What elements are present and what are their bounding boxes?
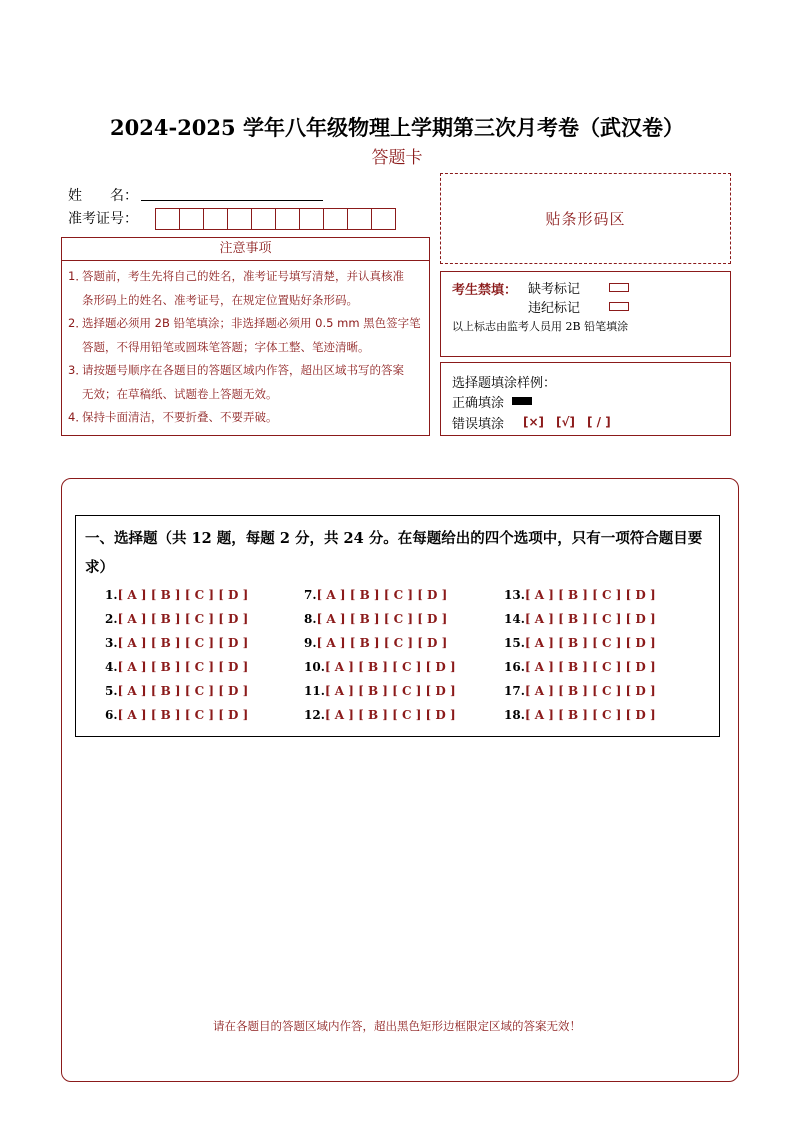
choice-question-row[interactable] [105, 708, 248, 722]
answer-options[interactable]: [ A ] [ B ] [ C ] [ D ] [316, 636, 448, 650]
answer-options[interactable]: [ A ] [ B ] [ C ] [ D ] [524, 612, 656, 626]
fill-example-label: 选择题填涂样例： [452, 376, 557, 391]
choice-question-row[interactable] [504, 588, 656, 602]
choice-question-row[interactable] [504, 636, 656, 650]
question-number: 15. [504, 636, 525, 650]
name-field[interactable] [141, 200, 323, 201]
fill-example-box [440, 362, 731, 436]
correct-fill-label: 正确填涂 [452, 396, 505, 411]
id-number-boxes[interactable] [155, 208, 395, 230]
choice-question-row[interactable] [504, 708, 656, 722]
choice-question-row[interactable] [304, 660, 456, 674]
barcode-label: 贴条形码区 [545, 210, 626, 228]
answer-options[interactable]: [ A ] [ B ] [ C ] [ D ] [117, 660, 249, 674]
id-digit-box[interactable] [251, 208, 276, 230]
id-digit-box[interactable] [371, 208, 396, 230]
answer-options[interactable]: [ A ] [ B ] [ C ] [ D ] [524, 708, 656, 722]
choice-question-row[interactable] [504, 684, 656, 698]
choice-question-row[interactable] [304, 612, 447, 626]
question-number: 10. [304, 660, 325, 674]
id-digit-box[interactable] [347, 208, 372, 230]
question-number: 13. [504, 588, 525, 602]
notice-item: 3．请按题号顺序在各题目的答题区域内作答，超出区域书写的答案 无效；在草稿纸、试题卷上答题无效。 [68, 363, 404, 401]
question-number: 14. [504, 612, 525, 626]
question-number: 12. [304, 708, 325, 722]
notice-heading: 注意事项 [61, 237, 430, 261]
question-number: 18. [504, 708, 525, 722]
id-digit-box[interactable] [179, 208, 204, 230]
answer-options[interactable]: [ A ] [ B ] [ C ] [ D ] [316, 588, 448, 602]
wrong-fill-label: 错误填涂 [452, 417, 505, 432]
choice-question-row[interactable] [504, 660, 656, 674]
id-digit-box[interactable] [299, 208, 324, 230]
answer-options[interactable]: [ A ] [ B ] [ C ] [ D ] [324, 684, 456, 698]
id-digit-box[interactable] [155, 208, 180, 230]
id-digit-box[interactable] [323, 208, 348, 230]
exam-prohibited-note: 以上标志由监考人员用 2B 铅笔填涂 [452, 320, 629, 333]
correct-fill-sample [512, 397, 532, 405]
answer-options[interactable]: [ A ] [ B ] [ C ] [ D ] [524, 660, 656, 674]
question-number: 11. [304, 684, 325, 698]
question-number: 4. [105, 660, 118, 674]
answer-options[interactable]: [ A ] [ B ] [ C ] [ D ] [117, 684, 249, 698]
exam-prohibited-label: 考生禁填： [452, 283, 518, 298]
id-label: 准考证号： [68, 211, 138, 227]
choice-question-row[interactable] [504, 612, 656, 626]
violation-mark-label: 违纪标记 [528, 301, 581, 316]
choice-question-row[interactable] [105, 660, 248, 674]
question-number: 7. [304, 588, 317, 602]
choice-question-row[interactable] [105, 612, 248, 626]
question-number: 9. [304, 636, 317, 650]
answer-options[interactable]: [ A ] [ B ] [ C ] [ D ] [524, 636, 656, 650]
question-number: 16. [504, 660, 525, 674]
answer-options[interactable]: [ A ] [ B ] [ C ] [ D ] [316, 612, 448, 626]
choice-question-row[interactable] [105, 684, 248, 698]
answer-options[interactable]: [ A ] [ B ] [ C ] [ D ] [524, 588, 656, 602]
question-number: 6. [105, 708, 118, 722]
answer-options[interactable]: [ A ] [ B ] [ C ] [ D ] [117, 588, 249, 602]
question-number: 5. [105, 684, 118, 698]
id-digit-box[interactable] [227, 208, 252, 230]
id-digit-box[interactable] [275, 208, 300, 230]
absent-mark-box[interactable] [609, 283, 629, 292]
answer-options[interactable]: [ A ] [ B ] [ C ] [ D ] [117, 708, 249, 722]
question-number: 1. [105, 588, 118, 602]
id-digit-box[interactable] [203, 208, 228, 230]
answer-options[interactable]: [ A ] [ B ] [ C ] [ D ] [117, 636, 249, 650]
question-number: 8. [304, 612, 317, 626]
choice-question-row[interactable] [304, 588, 447, 602]
page-title: 2024-2025 学年八年级物理上学期第三次月考卷（武汉卷） [110, 115, 684, 140]
question-number: 17. [504, 684, 525, 698]
question-number: 2. [105, 612, 118, 626]
page-subtitle: 答题卡 [371, 148, 423, 168]
choice-question-row[interactable] [304, 636, 447, 650]
barcode-area [440, 173, 731, 264]
answer-options[interactable]: [ A ] [ B ] [ C ] [ D ] [524, 684, 656, 698]
answer-options[interactable]: [ A ] [ B ] [ C ] [ D ] [117, 612, 249, 626]
violation-mark-box[interactable] [609, 302, 629, 311]
question-number: 3. [105, 636, 118, 650]
notice-list [61, 261, 430, 436]
answer-options[interactable]: [ A ] [ B ] [ C ] [ D ] [324, 660, 456, 674]
choice-question-row[interactable] [105, 588, 248, 602]
footer-warning: 请在各题目的答题区域内作答，超出黑色矩形边框限定区域的答案无效！ [213, 1019, 581, 1033]
notice-item: 4．保持卡面清洁，不要折叠、不要弄破。 [68, 410, 278, 424]
choice-question-row[interactable] [304, 708, 456, 722]
choice-question-row[interactable] [105, 636, 248, 650]
exam-prohibited-box [440, 271, 731, 357]
answer-options[interactable]: [ A ] [ B ] [ C ] [ D ] [324, 708, 456, 722]
notice-item: 2．选择题必须用 2B 铅笔填涂；非选择题必须用 0.5 mm 黑色签字笔 答题，不得用铅笔或圆珠笔答题；字体工整、笔迹清晰。 [68, 316, 421, 354]
choice-question-row[interactable] [304, 684, 456, 698]
wrong-fill-samples: [×] [√] [ / ] [523, 415, 611, 429]
absent-mark-label: 缺考标记 [528, 282, 581, 297]
choice-section-title: 一、选择题（共 12 题，每题 2 分，共 24 分。在每题给出的四个选项中，只有一项符合题目要求） [85, 530, 703, 576]
notice-item: 1．答题前，考生先将自己的姓名，准考证号填写清楚，并认真核准 条形码上的姓名、准考证号，在规定位置贴好条形码。 [68, 269, 404, 307]
name-label: 姓 名： [68, 188, 138, 204]
